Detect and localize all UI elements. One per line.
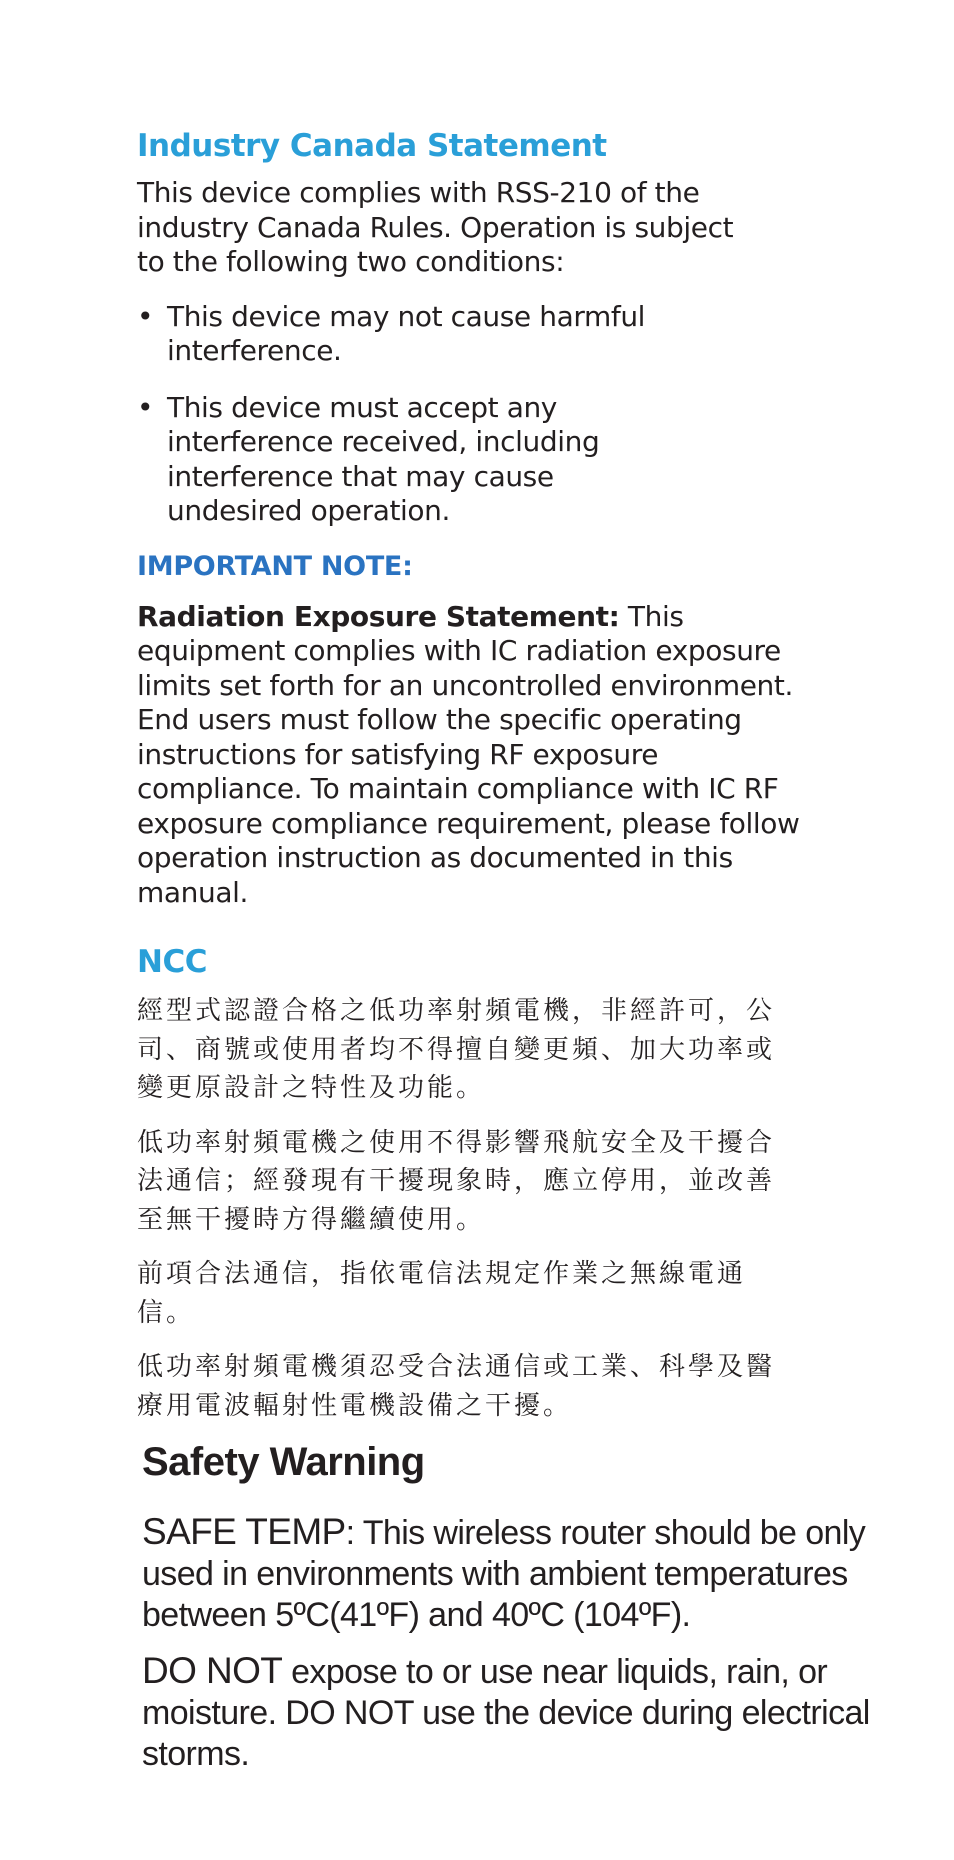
important-note-section [137, 551, 877, 911]
list-item [137, 300, 697, 369]
ncc-title: NCC [137, 944, 207, 980]
safe-temp-paragraph [142, 1511, 882, 1636]
ncc-paragraph: 前項合法通信，指依電信法規定作業之無線電通信。 [137, 1259, 747, 1328]
safe-temp-text: : This wireless router should be only used in environments with ambient temperatures between 5ºC(41ºF) and 40ºC (104ºF). [142, 1514, 866, 1634]
radiation-exposure-paragraph [137, 600, 827, 911]
liquids-warning-paragraph [142, 1650, 882, 1775]
industry-canada-section [137, 128, 877, 529]
ncc-paragraph: 低功率射頻電機須忍受合法通信或工業、科學及醫療用電波輻射性電機設備之干擾。 [137, 1352, 776, 1421]
liquids-warning-text: expose to or use near liquids, rain, or moisture. DO NOT use the device during electrical storms. [142, 1653, 870, 1773]
safety-warning-section [142, 1440, 882, 1789]
radiation-exposure-label: Radiation Exposure Statement: [137, 599, 620, 633]
ncc-section [137, 944, 877, 1425]
list-item [137, 391, 697, 529]
industry-canada-intro: This device complies with RSS-210 of the industry Canada Rules. Operation is subject to the following two conditions: [137, 176, 734, 278]
do-not-label: DO NOT [142, 1650, 283, 1691]
document-page [137, 128, 877, 1441]
radiation-exposure-text: This equipment complies with IC radiation exposure limits set forth for an uncontrolled environment. End users must follow the specific operating instructions for satisfying RF exposure compliance. To maintain compliance with IC RF exposure compliance requirement, please follow operation instruction as documented in this manual. [137, 599, 800, 909]
condition-text: This device may not cause harmful interference. [167, 299, 646, 367]
industry-canada-title: Industry Canada Statement [137, 128, 607, 164]
important-note-title: IMPORTANT NOTE: [137, 550, 413, 582]
ncc-paragraph: 低功率射頻電機之使用不得影響飛航安全及干擾合法通信；經發現有干擾現象時，應立停用，並改善至無干擾時方得繼續使用。 [137, 1127, 776, 1235]
bullet-icon: • [137, 390, 154, 424]
ncc-paragraph: 經型式認證合格之低功率射頻電機，非經許可，公司、商號或使用者均不得擅自變更頻、加大功率或變更原設計之特性及功能。 [137, 996, 776, 1103]
conditions-list [137, 300, 697, 529]
bullet-icon: • [137, 299, 154, 333]
safety-warning-title: Safety Warning [142, 1440, 425, 1484]
safe-temp-label: SAFE TEMP [142, 1511, 346, 1552]
condition-text: This device must accept any interference received, including interference that may cause undesired operation. [167, 390, 600, 527]
